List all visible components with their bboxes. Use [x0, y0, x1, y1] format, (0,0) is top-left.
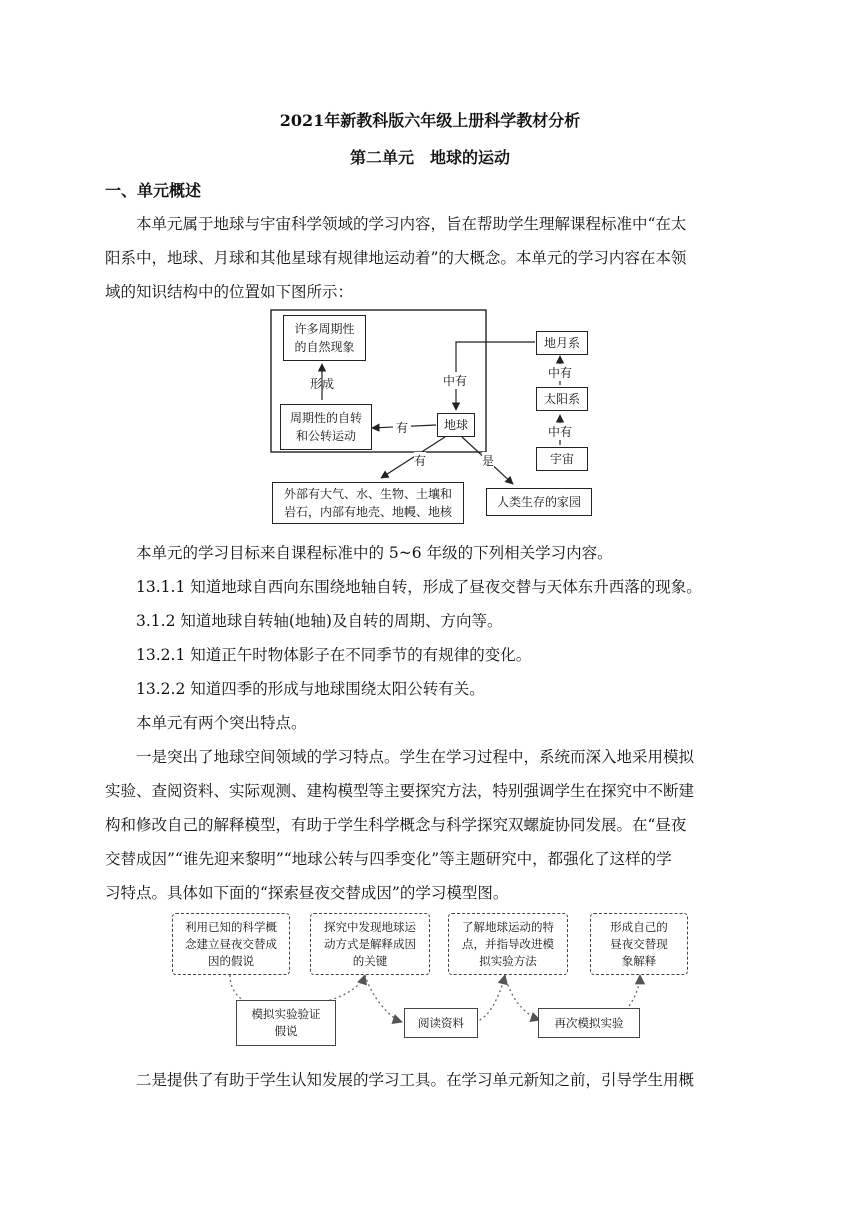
has-in-label: 中有 [443, 374, 468, 388]
model-step-resimulate: 再次模拟实验 [538, 1008, 640, 1038]
solar-system-box: 太阳系 [536, 387, 588, 411]
text-line: 本单元的学习目标来自课程标准中的 5~6 年级的下列相关学习内容。 [136, 544, 613, 562]
has-label: 有 [393, 419, 411, 436]
text-line: 13.1.1 知道地球自西向东围绕地轴自转，形成了昼夜交替与天体东升西落的现象。 [136, 578, 702, 596]
text-line: 13.2.2 知道四季的形成与地球围绕太阳公转有关。 [136, 680, 485, 698]
earth-box: 地球 [437, 413, 475, 437]
has-label-2: 有 [414, 454, 427, 468]
text-line: 阳系中，地球、月球和其他星球有规律地运动着”的大概念。本单元的学习内容在本领 [105, 249, 687, 267]
in-label-2: 中有 [548, 425, 573, 439]
earth-moon-box: 地月系 [536, 331, 588, 355]
is-label: 是 [482, 454, 495, 468]
section-heading: 一、单元概述 [105, 181, 202, 200]
earth-composition-box: 外部有大气、水、生物、土壤和 岩石，内部有地壳、地幔、地核 [272, 482, 464, 524]
model-step-simulate: 模拟实验验证 假说 [236, 1000, 336, 1046]
text-line: 构和修改自己的解释模型，有助于学生科学概念与科学探究双螺旋协同发展。在“昼夜 [105, 816, 687, 834]
in-label-1: 中有 [548, 366, 573, 380]
rotation-revolution-box: 周期性的自转 和公转运动 [280, 404, 372, 450]
model-step-hypothesis: 利用已知的科学概 念建立昼夜交替成 因的假说 [172, 913, 290, 975]
model-step-read: 阅读资料 [404, 1008, 478, 1038]
text-line: 二是提供了有助于学生认知发展的学习工具。在学习单元新知之前，引导学生用概 [136, 1071, 695, 1089]
text-line: 本单元有两个突出特点。 [136, 714, 307, 732]
universe-box: 宇宙 [536, 447, 588, 471]
doc-title: 2021年新教科版六年级上册科学教材分析 [279, 111, 581, 130]
form-label: 形成 [310, 377, 335, 391]
text-line: 习特点。具体如下面的“探索昼夜交替成因”的学习模型图。 [105, 884, 509, 902]
text-line: 域的知识结构中的位置如下图所示： [105, 283, 354, 301]
model-step-improve: 了解地球运动的特 点，并指导改进模 拟实验方法 [448, 913, 568, 975]
paragraph-tools [105, 1063, 760, 1097]
text-line: 3.1.2 知道地球自转轴(地轴)及自转的周期、方向等。 [136, 612, 503, 630]
doc-subtitle: 第二单元 地球的运动 [349, 148, 510, 167]
text-line: 实验、查阅资料、实际观测、建构模型等主要探究方法，特别强调学生在探究中不断建 [105, 782, 695, 800]
human-home-box: 人类生存的家园 [486, 488, 592, 516]
periodic-phenomena-box: 许多周期性 的自然现象 [283, 315, 366, 361]
text-line: 13.2.1 知道正午时物体影子在不同季节的有规律的变化。 [136, 646, 532, 664]
model-step-key: 探究中发现地球运 动方式是解释成因 的关键 [310, 913, 430, 975]
model-step-explain: 形成自己的 昼夜交替现 象解释 [590, 913, 688, 975]
text-line: 一是突出了地球空间领域的学习特点。学生在学习过程中，系统而深入地采用模拟 [136, 748, 695, 766]
text-line: 本单元属于地球与宇宙科学领域的学习内容，旨在帮助学生理解课程标准中“在太 [136, 215, 687, 233]
text-line: 交替成因”“谁先迎来黎明”“地球公转与四季变化”等主题研究中，都强化了这样的学 [105, 850, 672, 868]
